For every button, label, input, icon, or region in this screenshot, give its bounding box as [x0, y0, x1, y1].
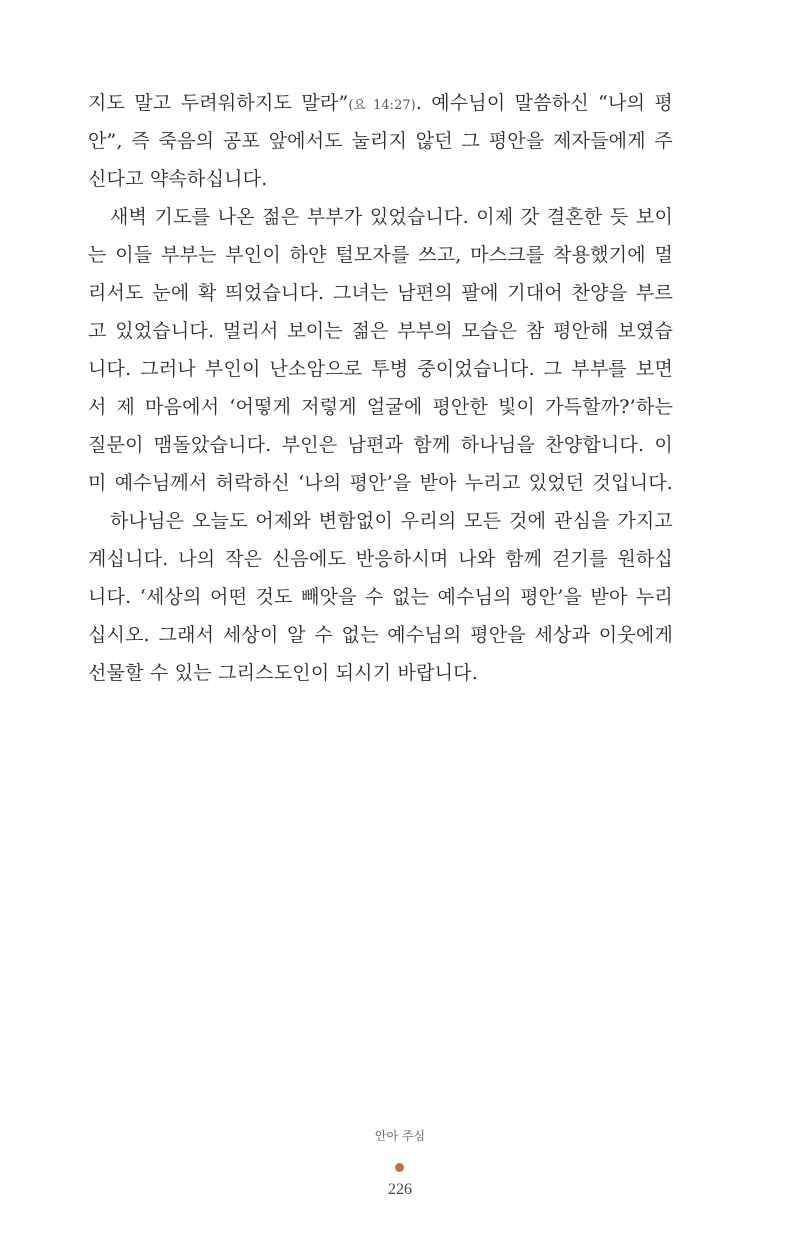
text-line: 안”, 즉 죽음의 공포 앞에서도 눌리지 않던 그 평안을 제자들에게 주 — [88, 130, 673, 152]
decorative-dot-icon — [395, 1163, 404, 1172]
scripture-reference: (요 14:27) — [348, 98, 416, 113]
text-line: 십시오. 그래서 세상이 알 수 없는 예수님의 평안을 세상과 이웃에게 — [88, 624, 673, 646]
text-line: 고 있었습니다. 멀리서 보이는 젊은 부부의 모습은 참 평안해 보였습 — [88, 320, 673, 342]
text-line: 계십니다. 나의 작은 신음에도 반응하시며 나와 함께 걷기를 원하십 — [88, 548, 673, 570]
text-line: 는 이들 부부는 부인이 하얀 털모자를 쓰고, 마스크를 착용했기에 멀 — [88, 244, 673, 266]
text-line: 새벽 기도를 나온 젊은 부부가 있었습니다. 이제 갓 결혼한 듯 보이 — [110, 206, 673, 228]
text-line: 미 예수님께서 허락하신 ‘나의 평안’을 받아 누리고 있었던 것입니다. — [88, 472, 673, 494]
body-text — [88, 84, 673, 692]
text-line: 질문이 맴돌았습니다. 부인은 남편과 함께 하나님을 찬양합니다. 이 — [88, 434, 673, 456]
page-number: 226 — [388, 1181, 412, 1198]
running-title: 안아 주심 — [374, 1129, 426, 1143]
text-line: 리서도 눈에 확 띄었습니다. 그녀는 남편의 팔에 기대어 찬양을 부르 — [88, 282, 673, 304]
text-segment: . 예수님이 말씀하신 “나의 평 — [415, 92, 673, 114]
text-line: 니다. ‘세상의 어떤 것도 빼앗을 수 없는 예수님의 평안’을 받아 누리 — [88, 586, 673, 608]
text-line — [88, 84, 673, 122]
text-line: 신다고 약속하십니다. — [88, 168, 268, 190]
text-line: 하나님은 오늘도 어제와 변함없이 우리의 모든 것에 관심을 가지고 — [110, 510, 673, 532]
text-line: 선물할 수 있는 그리스도인이 되시기 바랍니다. — [88, 662, 478, 684]
text-line: 서 제 마음에서 ‘어떻게 저렇게 얼굴에 평안한 빛이 가득할까?’하는 — [88, 396, 673, 418]
text-segment: 지도 말고 두려워하지도 말라” — [88, 92, 349, 114]
text-line: 니다. 그러나 부인이 난소암으로 투병 중이었습니다. 그 부부를 보면 — [88, 358, 673, 380]
